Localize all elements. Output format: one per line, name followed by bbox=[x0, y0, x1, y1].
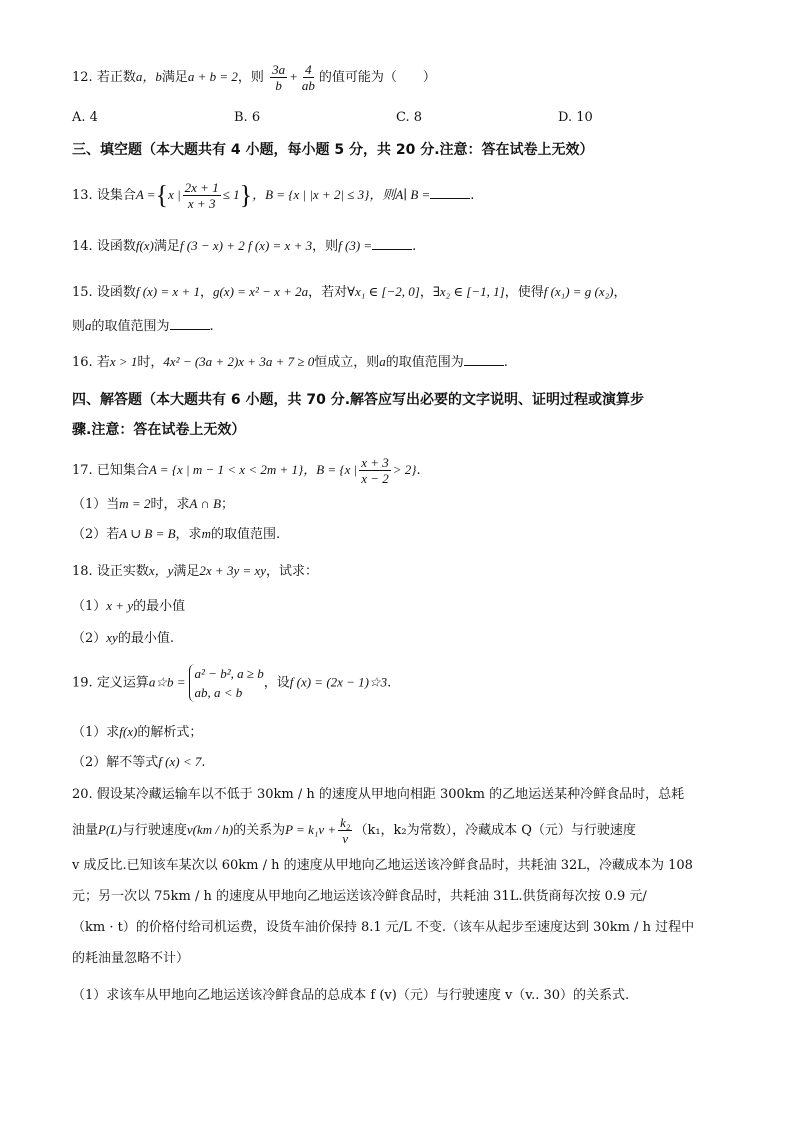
option-d: D. 10 bbox=[558, 110, 593, 125]
answer-blank bbox=[170, 317, 210, 330]
answer-blank bbox=[372, 237, 412, 250]
question-20-part-1: （1）求该车从甲地向乙地运送该冷鲜食品的总成本 f (v)（元）与行驶速度 v（v.. 30）的关系式. bbox=[72, 988, 630, 1003]
question-17-part-1: （1）当m = 2时，求A ∩ B； bbox=[72, 496, 235, 512]
question-20-line2: 油量P(L)与行驶速度v(km / h)的关系为P = k₁v + $\frac{\text{k₂}}{v}$ （k₁，k₂为常数），冷藏成本 Q（元）与行驶速度 bbox=[72, 815, 636, 846]
question-19-part-2: （2）解不等式f (x) < 7. bbox=[72, 754, 206, 770]
question-15-line2: 则a的取值范围为 . bbox=[72, 318, 214, 334]
question-17: 17. 已知集合A = {x | m − 1 < x < 2m + 1}，B = {x | $\frac{x + 3}{x - 2}$ > 2}. bbox=[72, 455, 421, 486]
question-20: 20. 假设某冷藏运输车以不低于 30km / h 的速度从甲地向相距 300km 的乙地运送某种冷鲜食品时，总耗 bbox=[72, 787, 685, 802]
question-19-part-1: （1）求f(x)的解析式； bbox=[72, 724, 203, 740]
piecewise-definition: a² − b², a ≥ b ab, a < b bbox=[189, 664, 264, 702]
option-a: A. 4 bbox=[72, 110, 98, 125]
question-20-line4: 元；另一次以 75km / h 的速度从甲地向乙地运送该冷鲜食品时，共耗油 31L.供货商每次按 0.9 元/ bbox=[72, 889, 647, 904]
section-heading-4: 四、解答题（本大题共有 6 小题，共 70 分.解答应写出必要的文字说明、证明过程或演算步 bbox=[72, 392, 645, 408]
fraction: $\frac{3a}{b}$ bbox=[272, 62, 286, 93]
question-18-part-1: （1）x + y的最小值 bbox=[72, 598, 186, 614]
section-heading-3: 三、填空题（本大题共有 4 小题，每小题 5 分，共 20 分.注意：答在试卷上无效） bbox=[72, 142, 594, 158]
question-20-line6: 的耗油量忽略不计） bbox=[72, 951, 190, 966]
question-14: 14. 设函数f(x)满足f (3 − x) + 2 f (x) = x + 3，则f (3) = . bbox=[72, 238, 417, 254]
question-15: 15. 设函数f (x) = x + 1，g(x) = x² − x + 2a，若对∀x₁ ∈ [−2, 0]，∃x₂ ∈ [−1, 1]，使得f (x₁) = g (x₂)， bbox=[72, 284, 627, 300]
question-17-part-2: （2）若A ∪ B = B，求m的取值范围. bbox=[72, 526, 281, 542]
question-19: 19. 定义运算a☆b = a² − b², a ≥ b ab, a < b ，设f (x) = (2x − 1)☆3. bbox=[72, 666, 392, 700]
question-18: 18. 设正实数x，y满足2x + 3y = xy，试求： bbox=[72, 563, 319, 579]
question-16: 16. 若x > 1时，4x² − (3a + 2)x + 3a + 7 ≥ 0恒成立，则a的取值范围为 . bbox=[72, 354, 508, 370]
fraction: $\frac{4}{ab}$ bbox=[301, 62, 315, 93]
question-18-part-2: （2）xy的最小值. bbox=[72, 630, 174, 646]
question-number: 12. bbox=[72, 70, 93, 85]
answer-blank bbox=[430, 186, 470, 199]
question-20-line3: v 成反比.已知该车某次以 60km / h 的速度从甲地向乙地运送该冷鲜食品时，共耗油 32L，冷藏成本为 108 bbox=[72, 858, 693, 873]
section-heading-4-line2: 骤.注意：答在试卷上无效） bbox=[72, 422, 246, 438]
option-c: C. 8 bbox=[396, 110, 423, 125]
answer-blank bbox=[464, 353, 504, 366]
question-20-line5: （km · t）的价格付给司机运费，设货车油价保持 8.1 元/L 不变.（该车从起步至速度达到 30km / h 过程中 bbox=[72, 920, 695, 935]
option-b: B. 6 bbox=[234, 110, 261, 125]
question-13: 13. 设集合A ={x | $\frac{2x + 1}{x + 3}$ ≤ 1}，B = {x | |x + 2| ≤ 3}，则A∣ B = . bbox=[72, 180, 475, 211]
question-12: 12. 若正数a，b满足a + b = 2，则 $\frac{3a}{b}$ + $\frac{4}{ab}$ 的值可能为（ ） bbox=[72, 62, 436, 93]
